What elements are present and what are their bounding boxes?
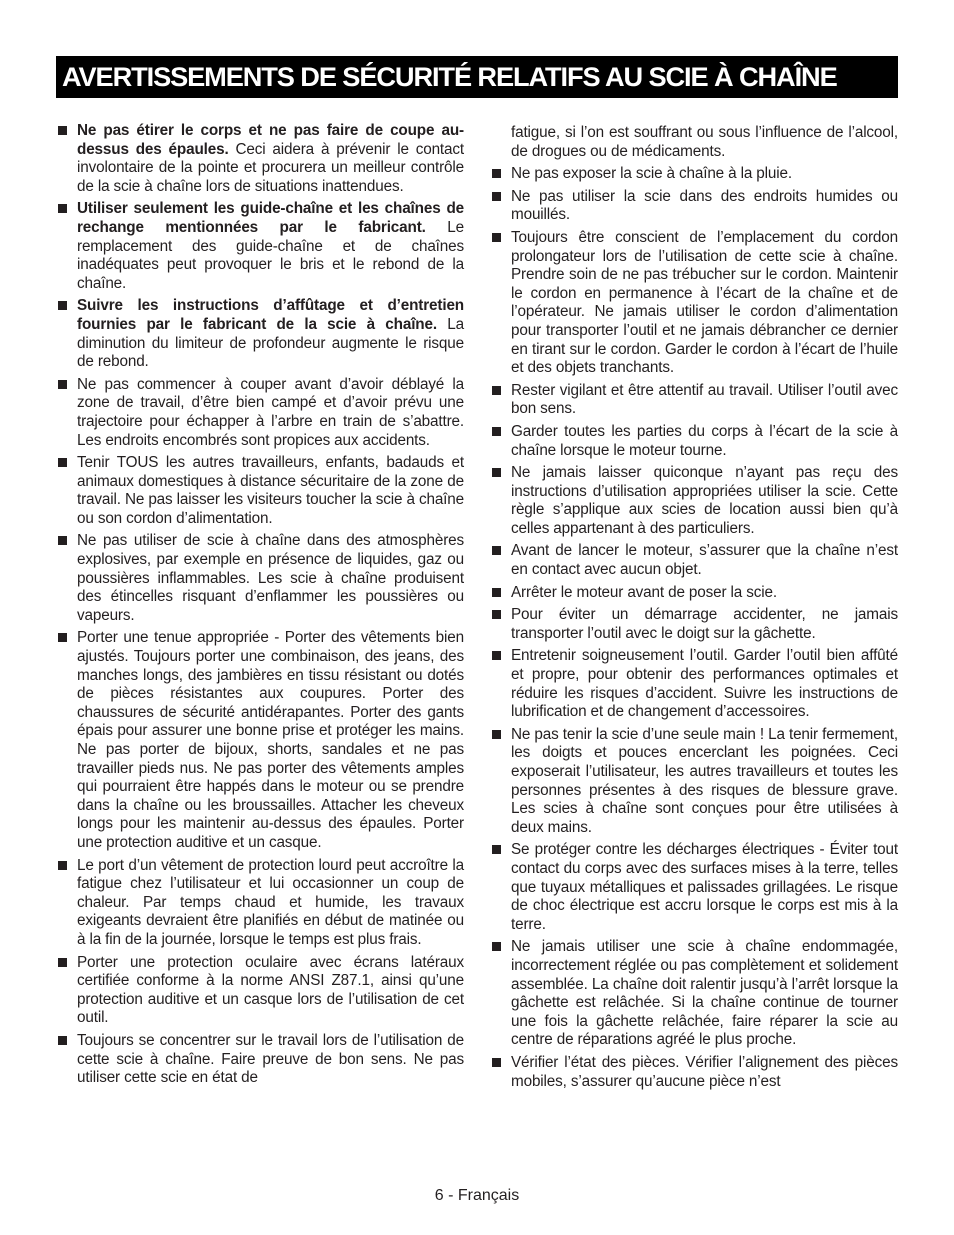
item-text: Le port d’un vêtement de protection lourd peut accroître la fatigue chez l’utilisateur et lui occasionner un coup de chaleur. Par temps chaud et humide, les travaux exigeants devraient être planifiés en début de matinée ou à la fin de la journée, lorsque le temps est plus frais.	[77, 856, 464, 948]
square-bullet-icon	[492, 386, 501, 395]
list-item	[56, 454, 464, 528]
square-bullet-icon	[58, 380, 67, 389]
list-item	[56, 122, 464, 196]
item-text: Arrêter le moteur avant de poser la scie.	[511, 583, 777, 601]
square-bullet-icon	[58, 301, 67, 310]
page-number: 6 - Français	[434, 1187, 520, 1204]
square-bullet-icon	[58, 633, 67, 642]
item-text: Rester vigilant et être attentif au travail. Utiliser l’outil avec bon sens.	[511, 381, 898, 418]
square-bullet-icon	[58, 536, 67, 545]
item-text: Pour éviter un démarrage accidenter, ne jamais transporter l’outil avec le doigt sur la gâchette.	[511, 606, 898, 642]
square-bullet-icon	[492, 468, 501, 477]
list-item	[56, 200, 464, 293]
square-bullet-icon	[492, 610, 501, 619]
item-text: Ne jamais laisser quiconque n’ayant pas reçu des instructions d’utilisation appropriées utiliser la scie. Cette règle s’applique aux scies de location aussi bien qu’à celles appartenant à des particuliers.	[511, 464, 898, 537]
list-item	[490, 1054, 898, 1091]
item-text: Vérifier l’état des pièces. Vérifier l’alignement des pièces mobiles, s’assurer qu’aucune pièce n’est	[511, 1053, 898, 1090]
square-bullet-icon	[492, 546, 501, 555]
list-item	[490, 841, 898, 934]
square-bullet-icon	[492, 845, 501, 854]
item-text: Porter une protection oculaire avec écrans latéraux certifiée conforme à la norme ANSI Z87.1, ainsi qu’une protection auditive et un casque lors de l’utilisation de cet outil.	[77, 953, 464, 1027]
list-item	[56, 857, 464, 950]
list-item	[56, 954, 464, 1028]
section-title-banner	[56, 56, 898, 98]
continued-text: fatigue, si l’on est souffrant ou sous l’influence de l’alcool, de drogues ou de médicaments.	[511, 124, 898, 160]
item-text: Garder toutes les parties du corps à l’écart de la scie à chaîne lorsque le moteur tourne.	[511, 422, 898, 459]
item-text: Avant de lancer le moteur, s’assurer que la chaîne n’est en contact avec aucun objet.	[511, 542, 898, 579]
list-item	[490, 726, 898, 838]
square-bullet-icon	[492, 942, 501, 951]
section-title: AVERTISSEMENTS DE SÉCURITÉ RELATIFS AU SCIE À CHAÎNE	[62, 61, 837, 93]
square-bullet-icon	[58, 126, 67, 135]
item-text: Toujours être conscient de l’emplacement du cordon prolongateur lors de l’utilisation de cette scie à chaîne. Prendre soin de ne pas trébucher sur le cordon. Maintenir le cordon en permanence à l’écart de la chaîne et de l’opérateur. Ne jamais utiliser le cordon d’alimentation pour transporter l’outil et ne jamais débrancher ce dernier en tirant sur le cordon. Garder le cordon à l’écart de l’huile et des objets tranchants.	[511, 228, 898, 377]
square-bullet-icon	[492, 651, 501, 660]
square-bullet-icon	[58, 204, 67, 213]
item-text: Ne pas exposer la scie à chaîne à la pluie.	[511, 165, 792, 183]
square-bullet-icon	[492, 1058, 501, 1067]
square-bullet-icon	[492, 588, 501, 597]
square-bullet-icon	[492, 192, 501, 201]
item-lead: Suivre les instructions d’affûtage et d’entretien fournies par le fabricant de la scie à chaîne.	[77, 297, 464, 333]
list-item	[490, 542, 898, 579]
list-item	[490, 165, 898, 184]
list-item	[490, 188, 898, 225]
item-text: Ne jamais utiliser une scie à chaîne endommagée, incorrectement réglée ou pas complètement et solidement assemblée. La chaîne doit ralentir jusqu’à l’arrêt lorsque la gâchette est relâchée. Si la chaîne continue de tourner une fois la gâchette relâchée, faire réparer la scie au centre de réparations agréé le plus proche.	[511, 938, 898, 1049]
list-item	[56, 629, 464, 852]
square-bullet-icon	[58, 458, 67, 467]
item-text: Ceci aidera à prévenir le contact involontaire de la pointe et procurera un meilleur contrôle de la scie à chaîne lors de situations inattendues.	[77, 140, 464, 195]
list-item	[56, 532, 464, 625]
square-bullet-icon	[58, 958, 67, 967]
item-text: Ne pas utiliser de scie à chaîne dans des atmosphères explosives, par exemple en présence de liquides, gaz ou poussières inflammables. Les scie à chaîne produisent des étincelles risquant d’enflammer les poussières ou vapeurs.	[77, 532, 464, 624]
list-item	[490, 423, 898, 460]
item-text: La diminution du limiteur de profondeur augmente le risque de rebond.	[77, 315, 464, 371]
list-item	[56, 297, 464, 371]
list-item	[490, 938, 898, 1050]
list-item	[56, 376, 464, 450]
list-item	[490, 229, 898, 378]
square-bullet-icon	[58, 861, 67, 870]
left-column-list	[56, 122, 464, 1092]
square-bullet-icon	[58, 1036, 67, 1045]
square-bullet-icon	[492, 427, 501, 436]
square-bullet-icon	[492, 233, 501, 242]
item-text: Le remplacement des guide-chaîne et de chaînes inadéquates peut provoquer le bris et le rebond de la chaîne.	[77, 218, 464, 292]
item-text: Ne pas commencer à couper avant d’avoir déblayé la zone de travail, d’être bien campé et d’avoir prévu une trajectoire pour échapper à l’arbre en train de s’abattre. Les endroits encombrés sont propices aux accidents.	[77, 375, 464, 449]
item-text: Tenir TOUS les autres travailleurs, enfants, badauds et animaux domestiques à distance sécuritaire de la zone de travail. Ne pas laisser les visiteurs toucher la scie à chaîne ou son cordon d’alimentation.	[77, 454, 464, 527]
list-item	[56, 1032, 464, 1088]
item-text: Porter une tenue appropriée - Porter des vêtements bien ajustés. Toujours porter une combinaison, des jeans, des manches longs, des jambières en tissu résistant ou dotés de pièces résistantes aux coupures. Porter des chaussures de sécurité antidérapantes. Porter des gants épais pour assurer une bonne prise et protéger les mains. Ne pas porter de bijoux, shorts, sandales et ne pas travailler pieds nus. Ne pas porter des vêtements amples qui pourraient être happés dans le moteur ou se prendre dans la chaîne ou les broussailles. Attacher les cheveux longs pour les maintenir au-dessus des épaules. Porter une protection auditive et un casque.	[77, 629, 464, 851]
square-bullet-icon	[492, 730, 501, 739]
item-text: Toujours se concentrer sur le travail lors de l’utilisation de cette scie à chaîne. Faire preuve de bon sens. Ne pas utiliser cette scie en état de	[77, 1031, 464, 1087]
square-bullet-icon	[492, 169, 501, 178]
item-text: Ne pas tenir la scie d’une seule main ! La tenir fermement, les doigts et pouces encerclant les poignées. Ceci exposerait l’utilisateur, les autres travailleurs et toutes les personnes présentes à des risques de blessure grave. Les scies à chaîne sont conçues pour être utilisées à deux mains.	[511, 725, 898, 836]
item-lead: Ne pas étirer le corps et ne pas faire de coupe au-dessus des épaules.	[77, 122, 464, 158]
list-item	[490, 382, 898, 419]
list-item	[490, 606, 898, 643]
item-text: Entretenir soigneusement l’outil. Garder l’outil bien affûté et propre, pour obtenir des performances optimales et réduire les risques d’accident. Suivre les instructions de lubrification et de changement d’accessoires.	[511, 647, 898, 721]
list-item	[490, 584, 898, 603]
item-text: Ne pas utiliser la scie dans des endroits humides ou mouillés.	[511, 187, 898, 224]
list-item	[490, 647, 898, 721]
item-lead: Utiliser seulement les guide-chaîne et les chaînes de rechange mentionnées par le fabricant.	[77, 200, 464, 236]
right-column-list	[490, 124, 898, 1095]
list-item	[490, 464, 898, 538]
item-text: Se protéger contre les décharges électriques - Éviter tout contact du corps avec des surfaces mises à la terre, telles que tuyaux métalliques et palissades grillagées. Le risque de choc électrique est accru lorsque le corps est mis à la terre.	[511, 841, 898, 933]
